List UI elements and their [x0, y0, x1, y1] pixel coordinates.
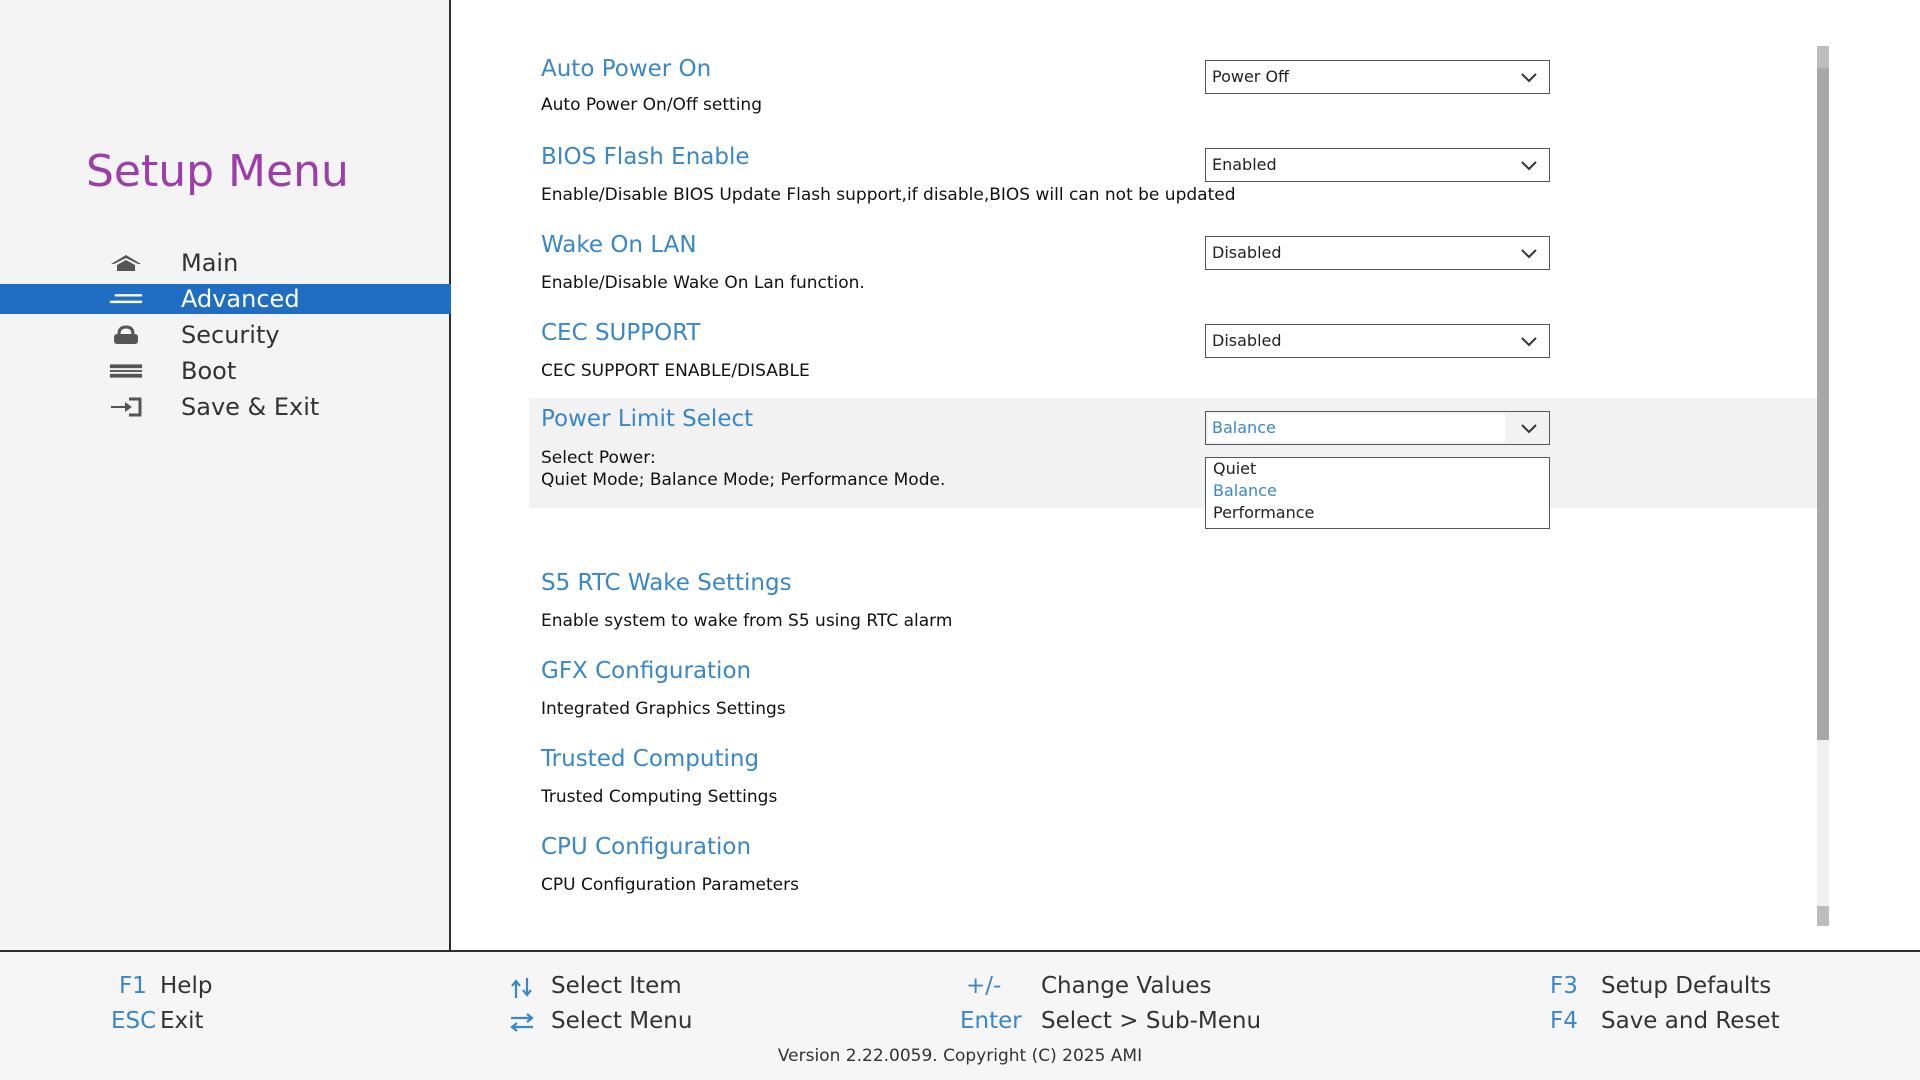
up-down-arrows-icon	[509, 976, 535, 1006]
setup-menu-title: Setup Menu	[86, 146, 349, 197]
boot-icon	[108, 360, 144, 382]
setting-gfx-configuration[interactable]	[452, 656, 1817, 726]
chevron-down-icon	[1519, 243, 1539, 263]
auto-power-on-dropdown[interactable]	[1205, 60, 1550, 94]
dropdown-value: Disabled	[1212, 331, 1282, 350]
left-right-arrows-icon	[509, 1011, 535, 1039]
setting-description: Enable/Disable Wake On Lan function.	[541, 273, 865, 293]
f1-key: F1	[119, 973, 147, 999]
dropdown-value: Power Off	[1212, 67, 1290, 86]
f4-key: F4	[1550, 1008, 1578, 1034]
home-icon	[108, 252, 144, 274]
sidebar	[0, 0, 451, 950]
sidebar-item-label: Advanced	[181, 285, 300, 313]
setting-title: CPU Configuration	[541, 834, 752, 860]
advanced-icon	[108, 288, 144, 310]
setting-description: Integrated Graphics Settings	[541, 699, 786, 719]
setting-cpu-configuration[interactable]	[452, 832, 1817, 902]
settings-panel	[452, 0, 1920, 950]
dropdown-value: Balance	[1212, 418, 1276, 437]
sidebar-item-label: Main	[181, 249, 239, 277]
setting-title: Trusted Computing	[541, 746, 760, 772]
setting-title: CEC SUPPORT	[541, 320, 701, 346]
setting-title: Power Limit Select	[541, 406, 754, 432]
power-limit-options-list	[1205, 457, 1550, 529]
sidebar-item-security[interactable]	[0, 317, 451, 353]
enter-key: Enter	[960, 1008, 1022, 1034]
setting-trusted-computing[interactable]	[452, 744, 1817, 814]
plus-minus-key: +/-	[966, 973, 1002, 999]
f1-label: Help	[160, 973, 213, 999]
setting-description: CPU Configuration Parameters	[541, 875, 799, 895]
scrollbar-down-arrow[interactable]	[1817, 906, 1829, 926]
sidebar-nav	[0, 245, 451, 425]
setting-title: BIOS Flash Enable	[541, 144, 750, 170]
change-values-label: Change Values	[1041, 973, 1212, 999]
select-menu-label: Select Menu	[551, 1008, 693, 1034]
sidebar-item-advanced[interactable]	[0, 284, 451, 314]
setting-auto-power-on[interactable]	[452, 52, 1817, 122]
scrollbar-up-arrow[interactable]	[1817, 46, 1829, 68]
option-quiet[interactable]: Quiet	[1213, 459, 1257, 478]
lock-icon	[108, 324, 144, 346]
setting-bios-flash-enable[interactable]	[452, 140, 1817, 210]
exit-icon	[108, 396, 144, 418]
save-and-reset-label: Save and Reset	[1601, 1008, 1780, 1034]
cec-support-dropdown[interactable]	[1205, 324, 1550, 358]
select-submenu-label: Select > Sub-Menu	[1041, 1008, 1262, 1034]
esc-key: ESC	[111, 1008, 157, 1034]
chevron-down-icon	[1519, 155, 1539, 175]
setting-wake-on-lan[interactable]	[452, 228, 1817, 298]
sidebar-item-label: Security	[181, 321, 280, 349]
setting-description: CEC SUPPORT ENABLE/DISABLE	[541, 361, 810, 381]
power-limit-select-dropdown[interactable]	[1205, 411, 1550, 445]
setting-description: Enable/Disable BIOS Update Flash support,if disable,BIOS will can not be updated	[541, 185, 1236, 205]
setting-s5-rtc-wake[interactable]	[452, 568, 1817, 638]
chevron-down-icon	[1519, 418, 1539, 438]
option-balance[interactable]: Balance	[1213, 481, 1277, 500]
dropdown-value: Disabled	[1212, 243, 1282, 262]
setting-description: Trusted Computing Settings	[541, 787, 778, 807]
scrollbar-thumb[interactable]	[1817, 68, 1829, 740]
setting-title: GFX Configuration	[541, 658, 752, 684]
chevron-down-icon	[1519, 331, 1539, 351]
sidebar-item-main[interactable]	[0, 245, 451, 281]
f3-key: F3	[1550, 973, 1578, 999]
setting-description: Auto Power On/Off setting	[541, 95, 762, 115]
setting-title: S5 RTC Wake Settings	[541, 570, 792, 596]
dropdown-value: Enabled	[1212, 155, 1277, 174]
setting-power-limit-select[interactable]	[529, 398, 1817, 522]
setting-title: Auto Power On	[541, 56, 712, 82]
setup-defaults-label: Setup Defaults	[1601, 973, 1772, 999]
version-copyright: Version 2.22.0059. Copyright (C) 2025 AMI	[777, 1046, 1143, 1066]
setting-description: Select Power: Quiet Mode; Balance Mode; Performance Mode.	[541, 448, 946, 490]
setting-description: Enable system to wake from S5 using RTC alarm	[541, 611, 953, 631]
sidebar-item-label: Boot	[181, 357, 237, 385]
setting-cec-support[interactable]	[452, 316, 1817, 386]
sidebar-item-save-exit[interactable]	[0, 389, 451, 425]
esc-label: Exit	[160, 1008, 204, 1034]
select-item-label: Select Item	[551, 973, 682, 999]
chevron-down-icon	[1519, 67, 1539, 87]
option-performance[interactable]: Performance	[1213, 503, 1315, 522]
sidebar-item-boot[interactable]	[0, 353, 451, 389]
wake-on-lan-dropdown[interactable]	[1205, 236, 1550, 270]
bios-flash-enable-dropdown[interactable]	[1205, 148, 1550, 182]
setting-title: Wake On LAN	[541, 232, 697, 258]
sidebar-item-label: Save & Exit	[181, 393, 320, 421]
